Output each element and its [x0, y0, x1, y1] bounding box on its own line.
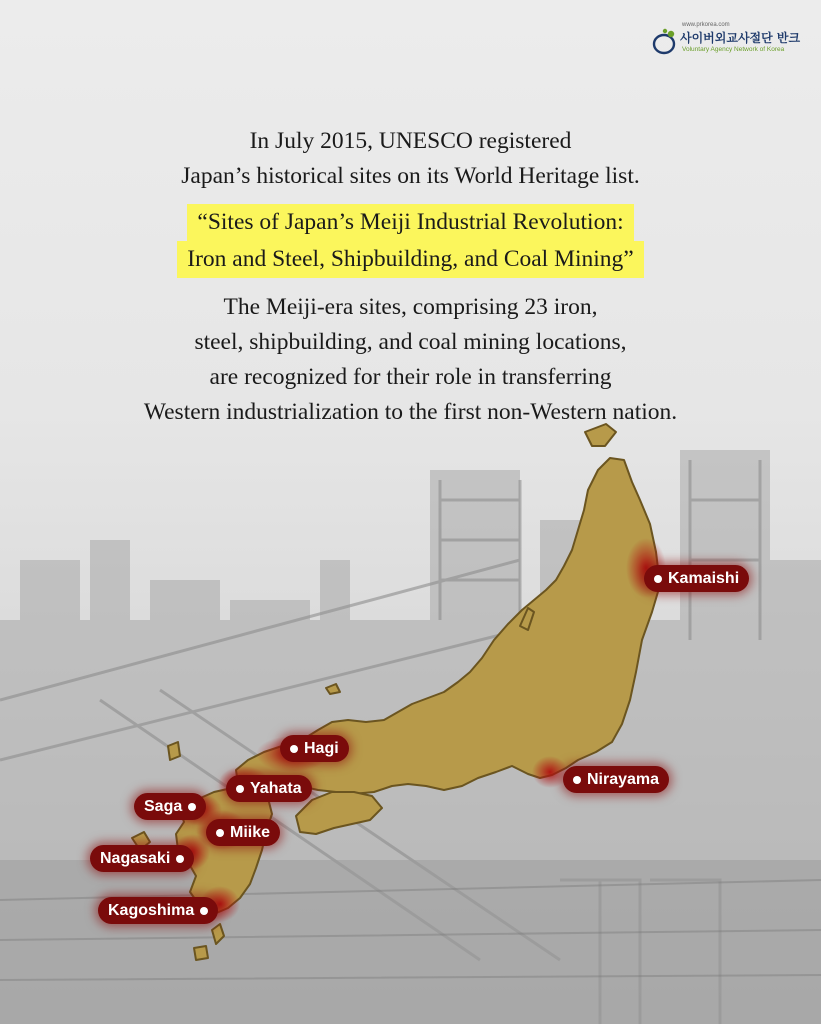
- site-kagoshima: Kagoshima: [108, 902, 195, 919]
- text-block: [0, 124, 821, 430]
- highlight-line-1: “Sites of Japan’s Meiji Industrial Revolution:: [187, 204, 633, 241]
- site-hagi: Hagi: [304, 740, 339, 757]
- japan-map: [0, 420, 821, 1024]
- site-label-saga: [134, 793, 206, 820]
- intro-line-1: In July 2015, UNESCO registered: [249, 128, 572, 154]
- description-line-3: are recognized for their role in transferring: [209, 364, 612, 390]
- site-label-yahata: [226, 775, 312, 802]
- hokkaido-shape: [585, 424, 616, 446]
- miike-dot: [216, 829, 224, 837]
- nirayama-dot: [573, 776, 581, 784]
- logo-name-korean: 사이버외교사절단 반크: [680, 31, 801, 45]
- hagi-dot: [290, 745, 298, 753]
- kagoshima-dot: [200, 907, 208, 915]
- site-miike: Miike: [230, 824, 271, 841]
- oki-island-shape: [326, 684, 340, 694]
- site-label-nirayama: [563, 766, 669, 793]
- description-line-4: Western industrialization to the first non-Western nation.: [143, 399, 678, 425]
- logo-url: www.prkorea.com: [682, 22, 730, 28]
- site-label-nagasaki: [90, 845, 194, 872]
- site-yahata: Yahata: [250, 780, 302, 797]
- site-nirayama: Nirayama: [587, 771, 660, 788]
- description-line-2: steel, shipbuilding, and coal mining locations,: [194, 329, 627, 355]
- site-saga: Saga: [144, 798, 183, 815]
- highlight-block: [0, 204, 821, 278]
- shikoku-shape: [296, 792, 382, 834]
- iki-island-shape: [168, 742, 180, 760]
- yahata-dot: [236, 785, 244, 793]
- saga-dot: [188, 803, 196, 811]
- highlight-line-2: Iron and Steel, Shipbuilding, and Coal Mining”: [177, 241, 643, 278]
- site-label-kagoshima: [98, 897, 218, 924]
- site-label-kamaishi: [644, 565, 749, 592]
- site-label-miike: [206, 819, 280, 846]
- intro-line-2: Japan’s historical sites on its World Heritage list.: [181, 163, 640, 189]
- nagasaki-dot: [176, 855, 184, 863]
- tanegashima-shape: [212, 924, 224, 944]
- description-line-1: The Meiji-era sites, comprising 23 iron,: [223, 294, 598, 320]
- logo-name-english: Voluntary Agency Network of Korea: [682, 46, 785, 53]
- site-nagasaki: Nagasaki: [100, 850, 171, 867]
- vank-logo-icon: [652, 28, 678, 56]
- site-label-hagi: [280, 735, 349, 762]
- kamaishi-dot: [654, 575, 662, 583]
- site-kamaishi: Kamaishi: [668, 570, 740, 587]
- yakushima-shape: [194, 946, 208, 960]
- vank-logo: [652, 22, 802, 62]
